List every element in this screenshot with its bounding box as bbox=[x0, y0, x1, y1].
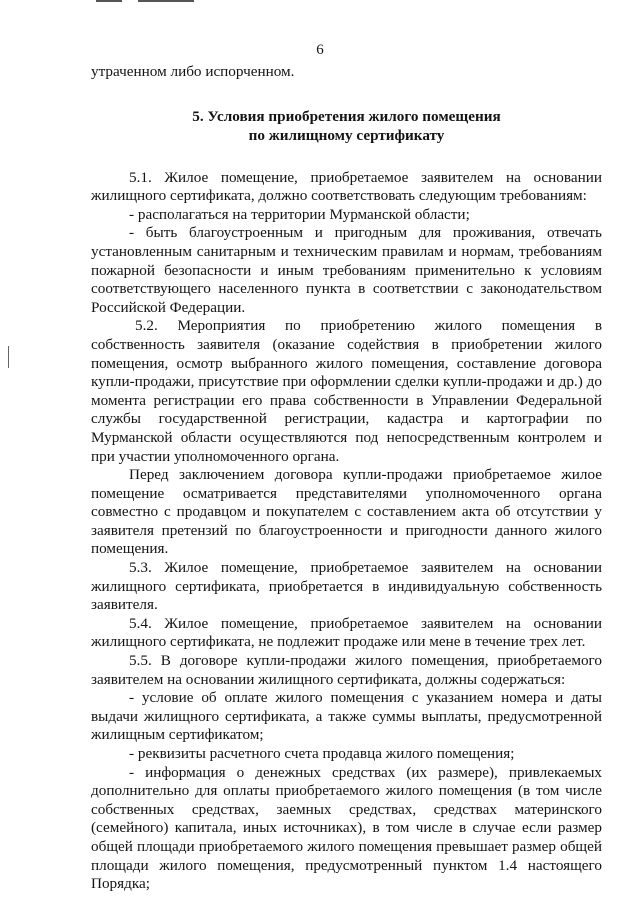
section-title-line: по жилищному сертификату bbox=[248, 126, 445, 144]
list-item-account: - реквизиты расчетного счета продавца жилого помещения; bbox=[129, 745, 515, 762]
paragraph-5-2: 5.2. Мероприятия по приобретению жилого помещения в собственность заявителя (оказание содействия в приобретении жилого помещения, осмотр выбранного жилого помещения, составление договора купли-продажи, присутствие при оформлении сделки купли-продажи и др.) до момента регистрации его права собственности в Управлении Федеральной службы государственной регистрации, кадастра и картографии по Мурманской области осуществляются под непосредственным контролем и при участии уполномоченного органа. bbox=[91, 317, 602, 465]
paragraph-5-5: 5.5. В договоре купли-продажи жилого помещения, приобретаемого заявителем на основании жилищного сертификата, должны содержаться: bbox=[91, 652, 602, 688]
section-title-line: 5. Условия приобретения жилого помещения bbox=[192, 107, 501, 125]
list-item-funds: - информация о денежных средствах (их размере), привлекаемых дополнительно для оплаты приобретаемого жилого помещения (в том числе собственных средствах, заемных средствах, средствах материнского (семейного) капитала, иных источниках), в том числе в случае если размер общей площади приобретаемого жилого помещения превышает размер общей площади жилого помещения, предусмотренный пунктом 1.4 настоящего Порядка; bbox=[91, 763, 602, 893]
paragraph-5-4: 5.4. Жилое помещение, приобретаемое заявителем на основании жилищного сертификата, не подлежит продаже или мене в течение трех лет. bbox=[91, 614, 602, 651]
page-number: 6 bbox=[316, 42, 324, 58]
scan-edge-mark bbox=[96, 0, 122, 2]
section-title bbox=[91, 107, 602, 145]
scan-margin-mark bbox=[8, 346, 9, 368]
document-body bbox=[91, 63, 602, 894]
list-item-payment: - условие об оплате жилого помещения с указанием номера и даты выдачи жилищного сертификата, а также суммы выплаты, предусмотренной жилищным сертификатом; bbox=[91, 689, 602, 744]
list-item-location: - располагаться на территории Мурманской области; bbox=[129, 205, 470, 223]
paragraph-5-3: 5.3. Жилое помещение, приобретаемое заявителем на основании жилищного сертификата, приобретается в индивидуальную собственность заявителя. bbox=[91, 559, 602, 614]
paragraph-inspection: Перед заключением договора купли-продажи приобретаемое жилое помещение осматривается представителями уполномоченного органа совместно с продавцом и покупателем с составлением акта об отсутствии у заявителя претензий по благоустроенности и пригодности данного жилого помещения. bbox=[91, 466, 602, 558]
scan-edge-mark bbox=[138, 0, 194, 2]
list-item-requirements: - быть благоустроенным и пригодным для проживания, отвечать установленным санитарным и техническим правилам и нормам, требованиям пожарной безопасности и иным требованиям применительно к условиям соответствующего населенного пункта в соответствии с законодательством Российской Федерации. bbox=[91, 224, 602, 316]
lead-fragment: утраченном либо испорченном. bbox=[91, 63, 295, 80]
paragraph-5-1: 5.1. Жилое помещение, приобретаемое заявителем на основании жилищного сертификата, должно соответствовать следующим требованиям: bbox=[91, 168, 602, 205]
